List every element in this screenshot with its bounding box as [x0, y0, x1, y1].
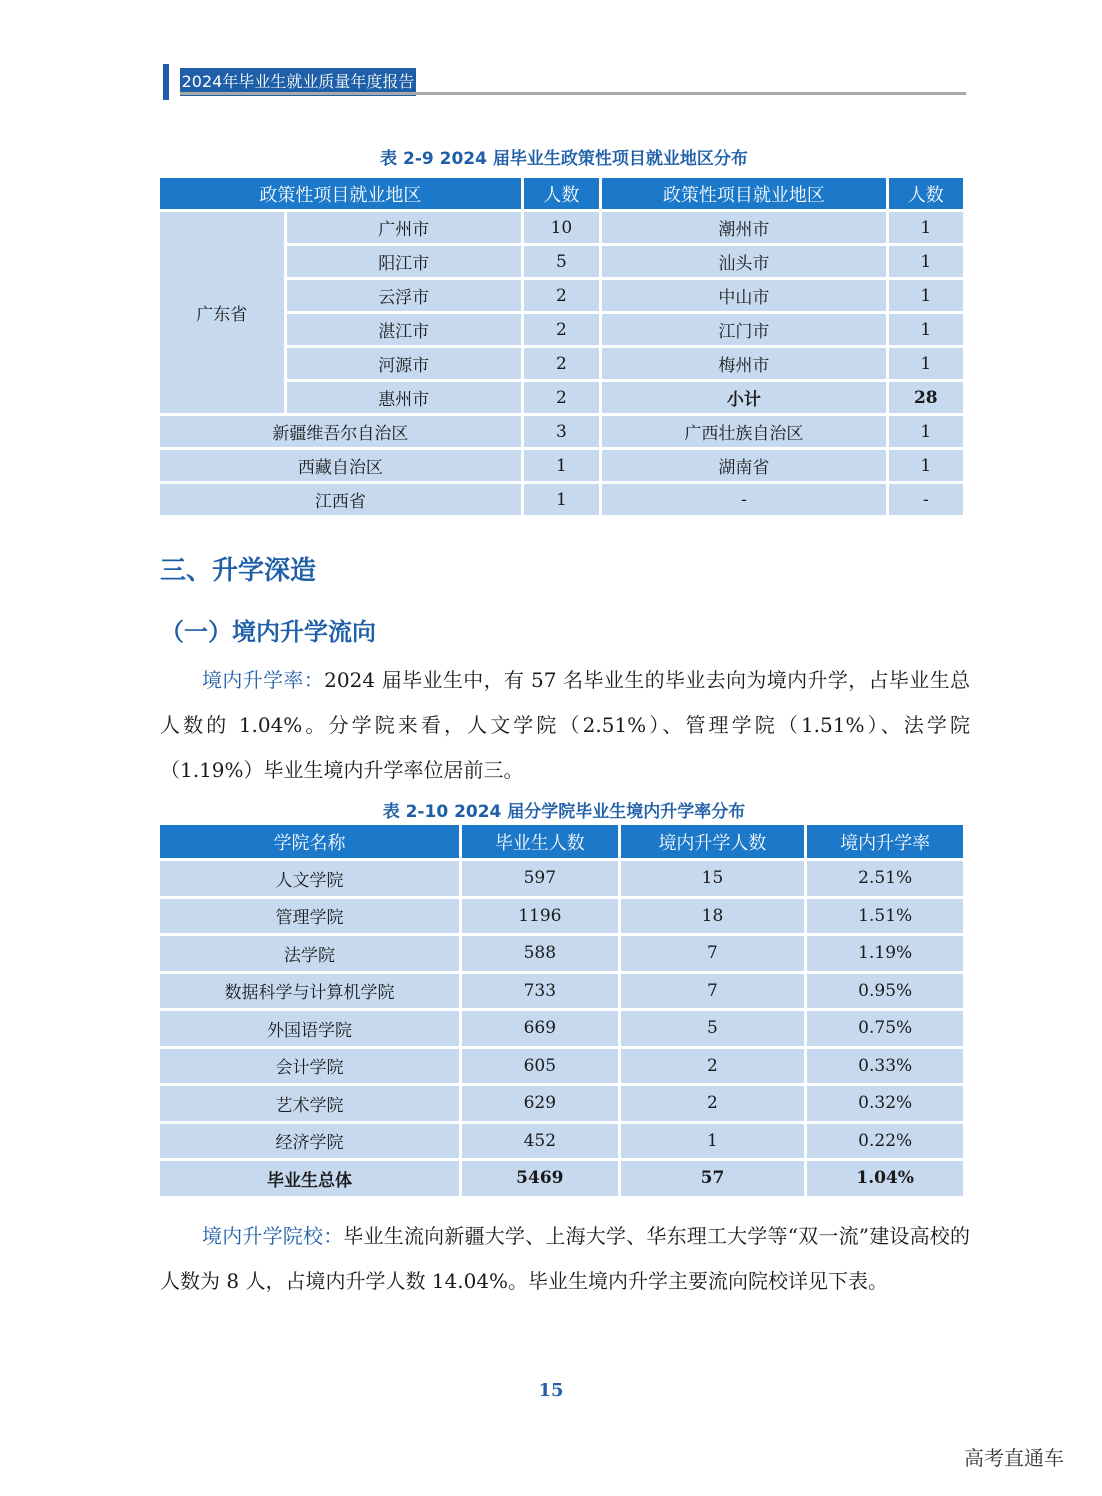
header-further-study: 境内升学人数 [621, 825, 805, 858]
paragraph-text: 2024 届毕业生中，有 57 名毕业生的毕业去向为境内升学，占毕业生总人数的 1.04%。分学院来看，人文学院（2.51%）、管理学院（1.51%）、法学院（1.19%）毕业生境内升学率位居前三。 [160, 668, 970, 782]
count-cell: 1 [889, 280, 963, 311]
further-study-cell: 18 [621, 899, 805, 934]
paragraph-lead: 境内升学院校： [202, 1224, 344, 1248]
graduates-cell: 597 [462, 861, 617, 896]
count-cell: 1 [524, 450, 599, 481]
city-cell: 中山市 [602, 280, 886, 311]
region-cell: - [602, 484, 886, 515]
count-cell: 1 [889, 450, 963, 481]
college-cell: 数据科学与计算机学院 [160, 974, 459, 1009]
table-row [160, 1011, 963, 1046]
table-row [160, 416, 963, 447]
header-divider [180, 92, 966, 95]
college-cell: 人文学院 [160, 861, 459, 896]
count-cell: - [889, 484, 963, 515]
count-cell: 1 [889, 348, 963, 379]
graduates-cell: 588 [462, 936, 617, 971]
further-study-cell: 15 [621, 861, 805, 896]
rate-cell: 0.75% [807, 1011, 963, 1046]
further-study-cell: 2 [621, 1086, 805, 1121]
graduates-cell: 1196 [462, 899, 617, 934]
paragraph-domestic-rate [160, 658, 970, 793]
subtotal-label: 小计 [602, 382, 886, 413]
subtotal-value: 28 [889, 382, 963, 413]
region-cell: 湖南省 [602, 450, 886, 481]
table-row [160, 974, 963, 1009]
city-cell: 江门市 [602, 314, 886, 345]
table-row [160, 861, 963, 896]
header-region-2: 政策性项目就业地区 [602, 178, 886, 209]
header-region: 政策性项目就业地区 [160, 178, 521, 209]
rate-cell: 2.51% [807, 861, 963, 896]
table-row [160, 212, 963, 243]
count-cell: 1 [889, 314, 963, 345]
page-number: 15 [538, 1380, 564, 1401]
college-cell: 法学院 [160, 936, 459, 971]
rate-cell: 0.32% [807, 1086, 963, 1121]
table-row [160, 936, 963, 971]
count-cell: 10 [524, 212, 599, 243]
count-cell: 5 [524, 246, 599, 277]
further-study-cell: 5 [621, 1011, 805, 1046]
city-cell: 云浮市 [287, 280, 521, 311]
total-graduates-cell: 5469 [462, 1161, 617, 1196]
count-cell: 1 [889, 416, 963, 447]
header-accent-bar [163, 64, 169, 100]
city-cell: 潮州市 [602, 212, 886, 243]
table-row [160, 484, 963, 515]
province-cell: 广东省 [160, 212, 284, 413]
total-college-cell: 毕业生总体 [160, 1161, 459, 1196]
college-cell: 艺术学院 [160, 1086, 459, 1121]
header-count-2: 人数 [889, 178, 963, 209]
graduates-cell: 452 [462, 1124, 617, 1159]
total-rate-cell: 1.04% [807, 1161, 963, 1196]
city-cell: 广州市 [287, 212, 521, 243]
paragraph-text: 毕业生流向新疆大学、上海大学、华东理工大学等“双一流”建设高校的人数为 8 人，占境内升学人数 14.04%。毕业生境内升学主要流向院校详见下表。 [160, 1224, 970, 1293]
graduates-cell: 605 [462, 1049, 617, 1084]
report-title-banner: 2024年毕业生就业质量年度报告 [180, 68, 416, 96]
table-row [160, 899, 963, 934]
further-study-cell: 7 [621, 974, 805, 1009]
table-2-10 [157, 822, 966, 1199]
city-cell: 汕头市 [602, 246, 886, 277]
region-cell: 新疆维吾尔自治区 [160, 416, 521, 447]
rate-cell: 0.33% [807, 1049, 963, 1084]
rate-cell: 0.22% [807, 1124, 963, 1159]
city-cell: 惠州市 [287, 382, 521, 413]
count-cell: 3 [524, 416, 599, 447]
header-graduates: 毕业生人数 [462, 825, 617, 858]
table-2-9-caption: 表 2-9 2024 届毕业生政策性项目就业地区分布 [380, 149, 748, 169]
graduates-cell: 733 [462, 974, 617, 1009]
table-row [160, 450, 963, 481]
count-cell: 2 [524, 348, 599, 379]
city-cell: 梅州市 [602, 348, 886, 379]
table-total-row [160, 1161, 963, 1196]
table-row [160, 1086, 963, 1121]
count-cell: 1 [889, 246, 963, 277]
count-cell: 2 [524, 382, 599, 413]
college-cell: 会计学院 [160, 1049, 459, 1084]
college-cell: 管理学院 [160, 899, 459, 934]
region-cell: 西藏自治区 [160, 450, 521, 481]
header-college: 学院名称 [160, 825, 459, 858]
total-further-study-cell: 57 [621, 1161, 805, 1196]
count-cell: 2 [524, 280, 599, 311]
subsection-title: （一）境内升学流向 [160, 618, 376, 646]
table-header-row [160, 825, 963, 858]
count-cell: 2 [524, 314, 599, 345]
paragraph-domestic-schools [160, 1214, 970, 1304]
city-cell: 阳江市 [287, 246, 521, 277]
further-study-cell: 7 [621, 936, 805, 971]
region-cell: 广西壮族自治区 [602, 416, 886, 447]
further-study-cell: 2 [621, 1049, 805, 1084]
rate-cell: 1.51% [807, 899, 963, 934]
city-cell: 河源市 [287, 348, 521, 379]
graduates-cell: 629 [462, 1086, 617, 1121]
table-2-10-caption: 表 2-10 2024 届分学院毕业生境内升学率分布 [382, 802, 746, 822]
further-study-cell: 1 [621, 1124, 805, 1159]
count-cell: 1 [889, 212, 963, 243]
section-title: 三、升学深造 [160, 556, 317, 586]
region-cell: 江西省 [160, 484, 521, 515]
college-cell: 外国语学院 [160, 1011, 459, 1046]
rate-cell: 1.19% [807, 936, 963, 971]
table-2-9 [157, 175, 966, 518]
graduates-cell: 669 [462, 1011, 617, 1046]
college-cell: 经济学院 [160, 1124, 459, 1159]
paragraph-lead: 境内升学率： [202, 668, 325, 692]
header-rate: 境内升学率 [807, 825, 963, 858]
table-header-row [160, 178, 963, 209]
count-cell: 1 [524, 484, 599, 515]
watermark: 高考直通车 [964, 1446, 1064, 1470]
city-cell: 湛江市 [287, 314, 521, 345]
rate-cell: 0.95% [807, 974, 963, 1009]
table-row [160, 1049, 963, 1084]
header-count: 人数 [524, 178, 599, 209]
table-row [160, 1124, 963, 1159]
